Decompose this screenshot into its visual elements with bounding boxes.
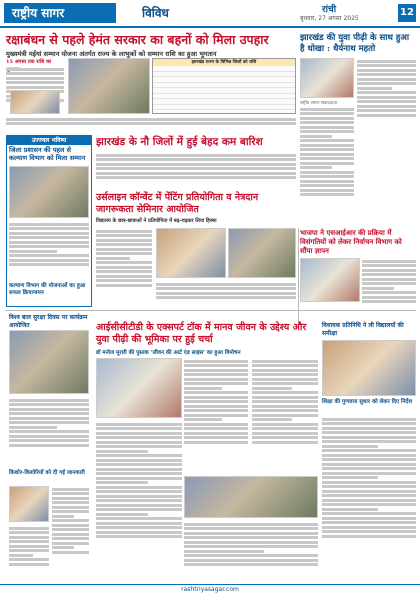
left-box-caption: कल्याण विभाग की योजनाओं का हुआ सफल क्रियान्वयन xyxy=(9,283,86,296)
lower-left-body xyxy=(9,397,89,467)
lower-left-headline: विश्व बाल सुरक्षा दिवस पर कार्यक्रम आयोजित xyxy=(9,314,88,329)
top-right-body-col xyxy=(357,58,416,138)
mid-headline: झारखंड के नौ जिलों में हुई बेहद कम बारिश xyxy=(96,136,263,148)
lower-left-photo xyxy=(9,330,89,394)
second-headline: उर्सलाइन कॉन्वेंट में पेंटिंग प्रतियोगिता व नेत्रदान जागरूकता सेमिनार आयोजित xyxy=(96,192,259,215)
top-right-photo xyxy=(300,58,354,98)
top-right-body-col2 xyxy=(300,106,354,226)
lower-body-col0 xyxy=(96,421,182,581)
right-photo xyxy=(300,258,360,302)
top-right-headline: झारखंड की युवा पीढ़ी के साथ हुआ है धोखा : धैर्यनाथ महतो xyxy=(300,33,410,54)
newspaper-brand: राष्ट्रीय सागर xyxy=(4,3,116,23)
lower-left-body-3 xyxy=(9,525,49,580)
lower-photo-2 xyxy=(184,476,318,518)
top-right-byline: राष्ट्रीय सागर संवाददाता xyxy=(300,101,338,106)
second-subheadline: विद्यालय के छात्र-छात्राओं ने प्रतियोगिता में बढ़-चढ़कर लिया हिस्सा xyxy=(96,218,217,224)
second-photo-2 xyxy=(228,228,296,278)
edition-city: रांची xyxy=(322,5,337,15)
lead-photo-2 xyxy=(10,90,60,114)
right-body-col xyxy=(362,258,416,322)
left-box-photo xyxy=(9,166,89,218)
edition-date: बुधवार, 27 अगस्त 2025 xyxy=(300,15,359,22)
lead-body-bottom xyxy=(6,116,296,132)
lower-body-bottom xyxy=(184,521,318,581)
page-number: 12 xyxy=(398,4,416,22)
left-box-body xyxy=(9,221,89,281)
lower-body-col2 xyxy=(252,358,318,472)
lower-photo xyxy=(96,358,182,418)
lower-left-photo-2 xyxy=(9,486,49,522)
lower-right-photo xyxy=(322,340,416,396)
column-rule xyxy=(298,228,299,322)
lower-right-body xyxy=(322,416,416,581)
page-footer: rashtriyasagar.com xyxy=(0,584,420,594)
lower-left-subheadline: किशोर-किशोरियों को दी गई जानकारी xyxy=(9,470,85,476)
section-rule xyxy=(6,310,416,311)
lead-table-title: झारखंड राज्य के विभिन्न जिलों को राशि xyxy=(153,59,295,66)
lead-side-caption: 15 अगस्त तक राशि का xyxy=(6,59,52,65)
section-title: विविध xyxy=(142,6,169,20)
left-box-headline: जिला प्रशासन की पहल से कल्याण विभाग को मिला सम्मान xyxy=(9,146,86,162)
lead-table-rows xyxy=(153,66,295,110)
lead-subheadline: मुख्यमंत्री मईयां सम्मान योजना अंतर्गत राज्य के लाभुकों को सम्मान राशि का हुआ भुगतान xyxy=(6,50,217,58)
left-box-title: उज्ज्वल भविष्य xyxy=(7,136,91,145)
second-body-col2 xyxy=(156,281,296,307)
second-photo-1 xyxy=(156,228,226,278)
lead-headline: रक्षाबंधन से पहले हेमंत सरकार का बहनों को मिला उपहार xyxy=(6,32,269,47)
right-headline: भाजपा ने एसआईआर की प्रक्रिया में विसंगतियों को लेकर निर्वाचन विभाग को सौंपा ज्ञापन xyxy=(300,228,402,255)
lower-headline: आईसीसीटीडी के एक्सपर्ट टॉक में मानव जीवन के उद्देश्य और युवा पीढ़ी की भूमिका पर हुई चर्चा xyxy=(96,322,307,345)
lower-right-headline: विधायक प्रतिनिधि ने ली विद्यालयों की समीक्षा xyxy=(322,322,404,337)
lead-table xyxy=(152,58,296,114)
lower-body-col1 xyxy=(184,358,248,472)
mid-body xyxy=(96,152,296,188)
lower-left-body-2 xyxy=(52,486,89,580)
lower-subheadline: डॉ मनोज मुरारी की पुस्तक 'जीवन की आर्ट एंड साइंस' का हुआ विमोचन xyxy=(96,350,241,356)
lead-photo-1 xyxy=(68,58,150,114)
lower-right-subheadline: शिक्षा की गुणवत्ता सुधार को लेकर दिए निर्देश xyxy=(322,399,413,405)
second-body-col1 xyxy=(96,228,152,308)
